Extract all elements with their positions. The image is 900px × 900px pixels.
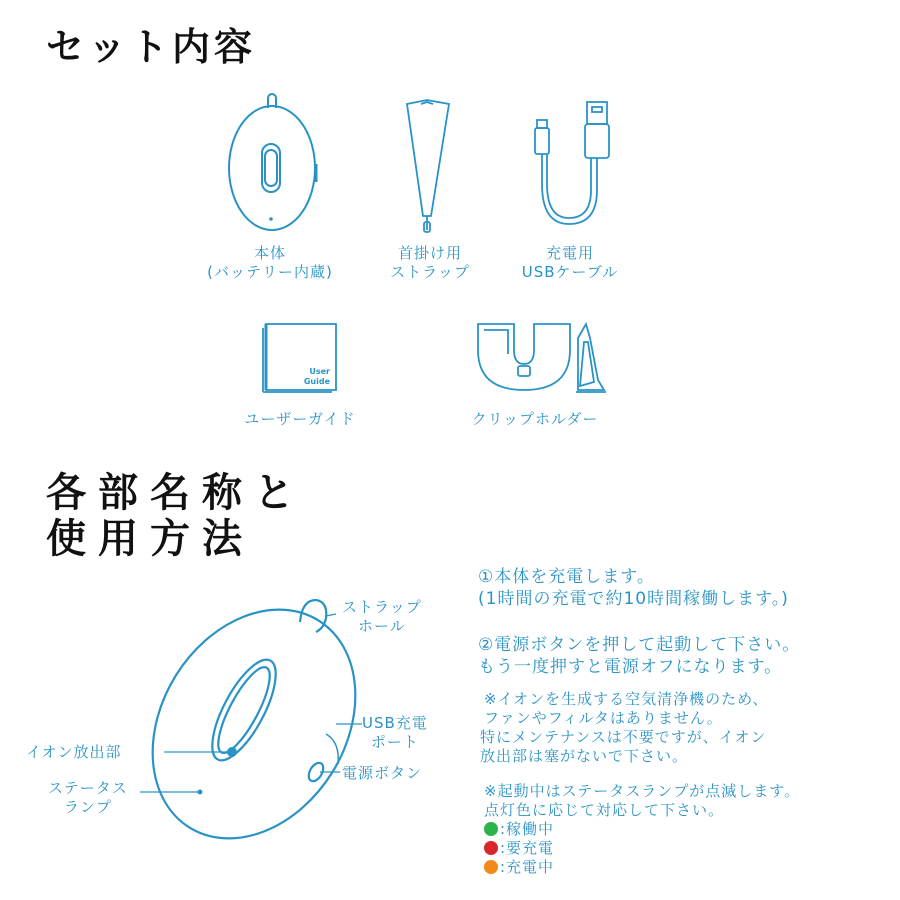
status-legend-item: :稼働中 bbox=[484, 820, 554, 839]
label-strap-hole: ストラップ ホール bbox=[342, 598, 422, 635]
label-power-button: 電源ボタン bbox=[342, 764, 423, 782]
status-legend-item: :充電中 bbox=[484, 858, 554, 877]
main-unit-illustration bbox=[228, 94, 320, 234]
label-ion-outlet: イオン放出部 bbox=[26, 743, 122, 761]
status-orange-dot bbox=[484, 860, 498, 874]
status-red-dot bbox=[484, 841, 498, 855]
guide-cover-text-2: Guide bbox=[303, 377, 330, 386]
status-legend-item: :要充電 bbox=[484, 839, 554, 858]
section-title-contents: セット内容 bbox=[46, 25, 257, 69]
usb-cable-illustration bbox=[535, 100, 615, 232]
label-usb-port: USB充電 ポート bbox=[362, 714, 428, 751]
label-status-lamp: ステータス ランプ bbox=[48, 779, 128, 816]
caption-usb-cable: 充電用 USBケーブル bbox=[521, 244, 619, 281]
section-title-parts-usage: 各部名称と 使用方法 bbox=[46, 470, 306, 562]
instruction-step1: ①本体を充電します。 (1時間の充電で約10時間稼働します。) bbox=[478, 567, 789, 609]
clip-holder-illustration bbox=[474, 320, 614, 400]
guide-cover-text-1: User bbox=[309, 367, 330, 376]
caption-user-guide: ユーザーガイド bbox=[244, 410, 356, 428]
caption-clip-holder: クリップホルダー bbox=[471, 410, 599, 428]
instruction-note-maintenance: ※イオンを生成する空気清浄機のため、 ファンやフィルタはありません。 特にメンテナンスは不要ですが、イオン 放出部は塞がないで下さい。 bbox=[480, 690, 769, 765]
caption-main-unit: 本体 (バッテリー内蔵) bbox=[207, 244, 333, 281]
instruction-note-status-lamp: ※起動中はステータスランプが点滅します。 点灯色に応じて対応して下さい。 bbox=[484, 782, 801, 819]
user-guide-illustration bbox=[262, 322, 342, 394]
instruction-step2: ②電源ボタンを押して起動して下さい。 もう一度押すと電源オフになります。 bbox=[478, 635, 801, 677]
status-legend bbox=[484, 820, 554, 877]
status-green-dot bbox=[484, 822, 498, 836]
caption-strap: 首掛け用 ストラップ bbox=[390, 244, 470, 281]
strap-illustration bbox=[403, 98, 453, 238]
